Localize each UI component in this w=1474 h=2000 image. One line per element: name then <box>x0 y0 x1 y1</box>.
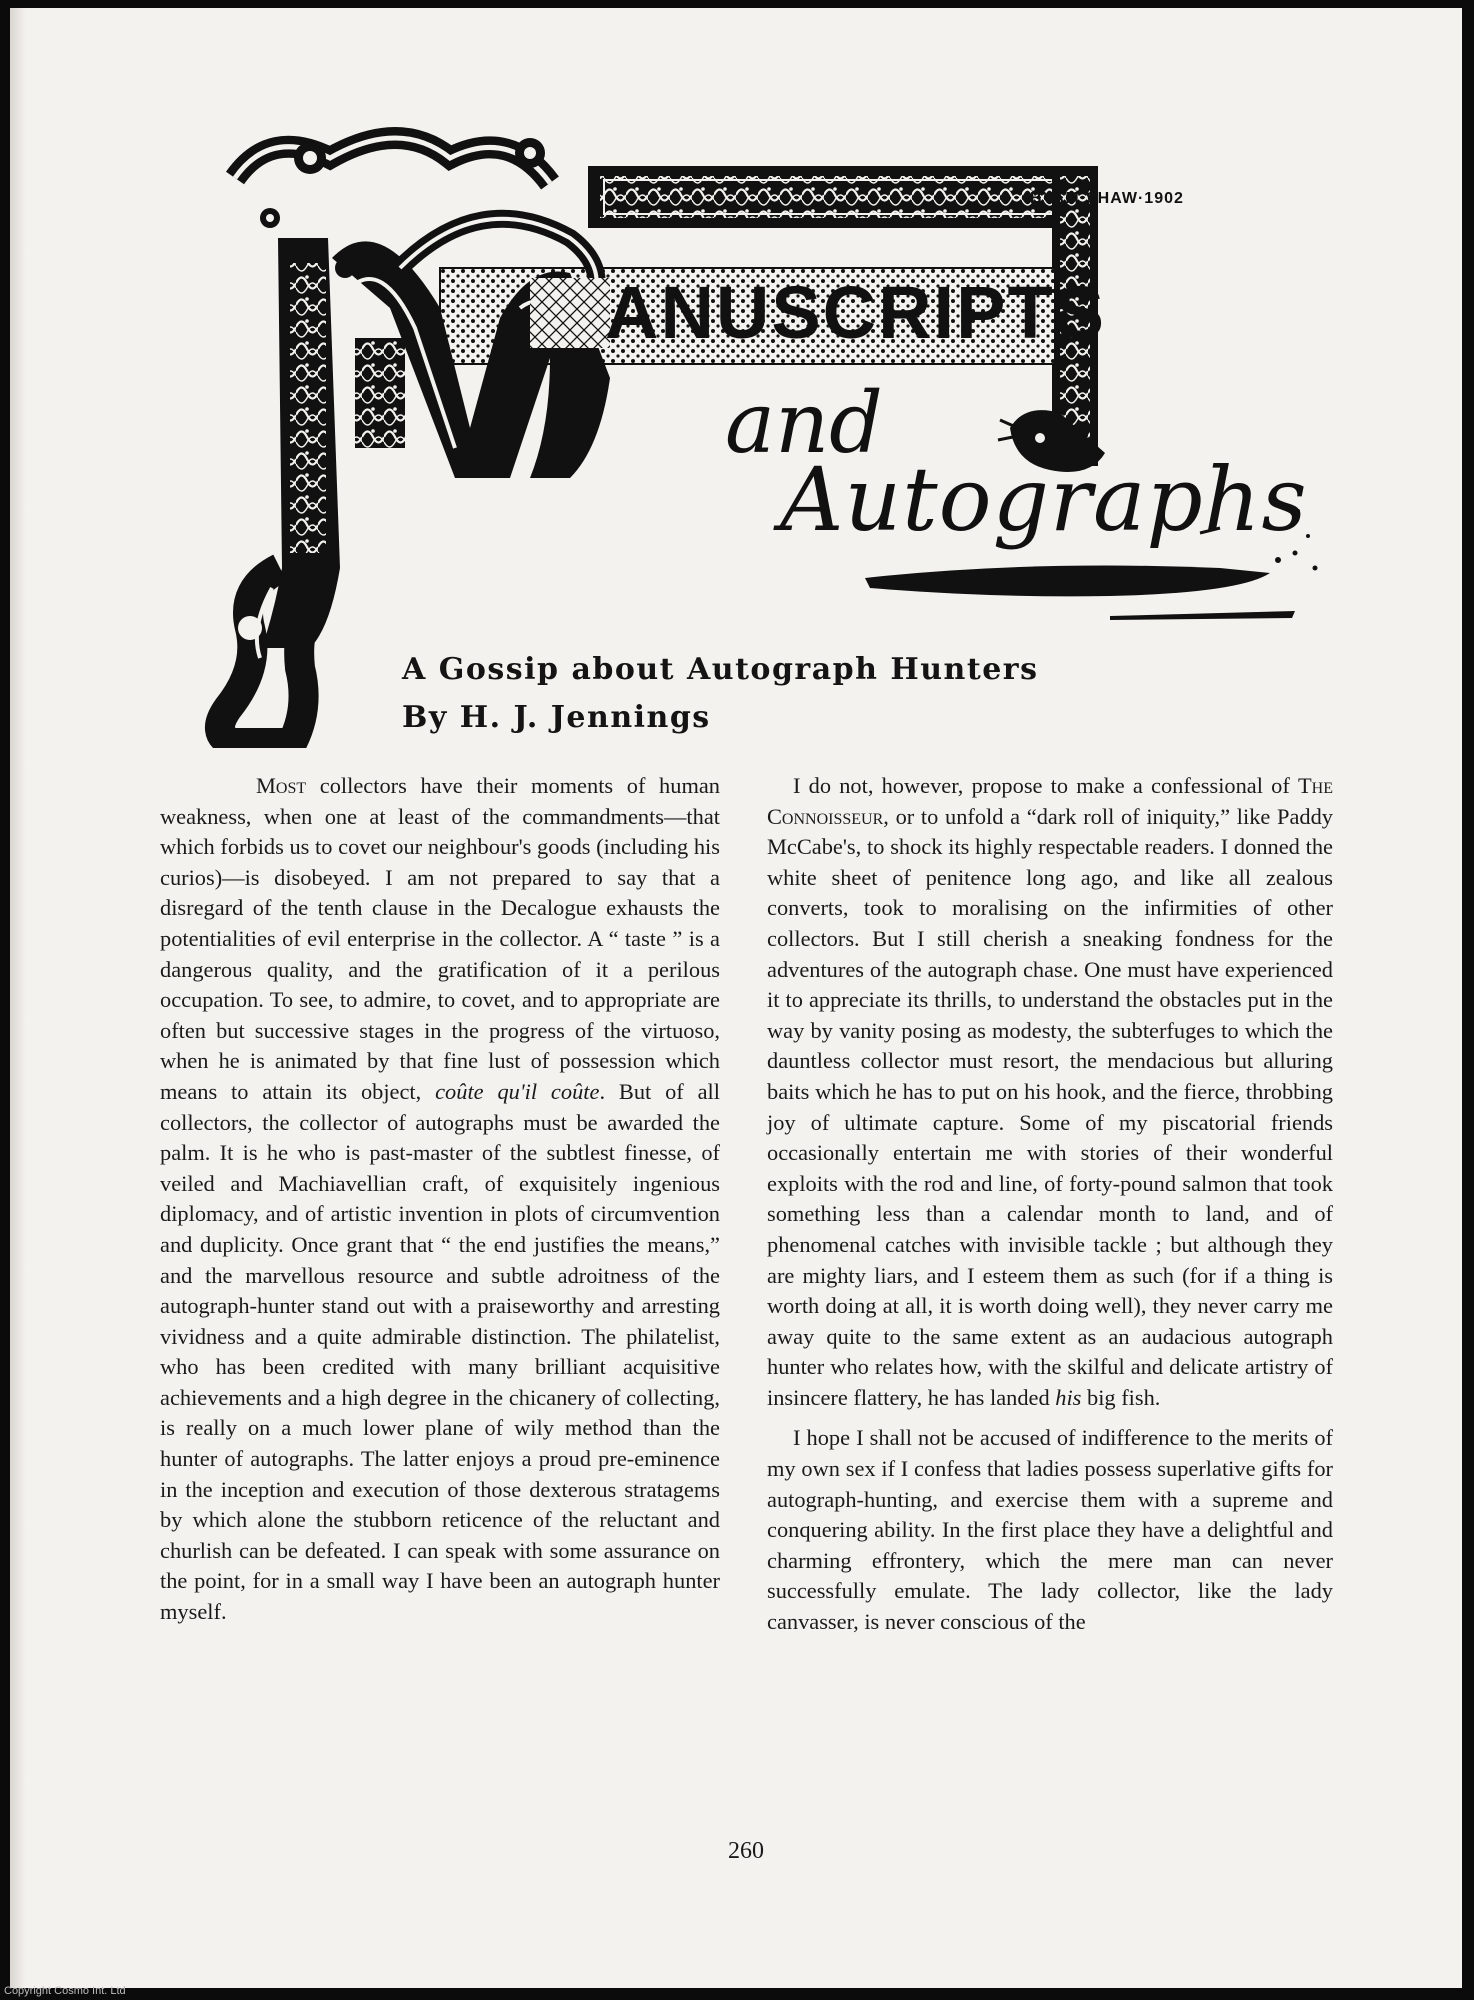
paragraph-text: . But of all collectors, the collector of autographs must be awarded the palm. It is he who is past-master of the subtlest finesse, of veiled and Machiavellian craft, of exquisitely ingenious diplomacy, and of artistic invention in plots of circumvention and duplicity. Once grant that “ the end justifies the means,” and the marvellous resource and subtle adroitness of the autograph-hunter stand out with a praiseworthy and arresting vividness and a quite admirable distinction. The philatelist, who has been credited with many brilliant acquisitive achievements and a high degree in the chicanery of collecting, is really on a much lower plane of wily method than the hunter of autographs. The latter enjoys a proud pre-eminence in the inception and execution of those dexterous stratagems by which alone the stubborn reticence of the reluctant and churlish can be defeated. I can speak with some assurance on the point, for in a small way I have been an autograph hunter myself. <box>160 1078 720 1625</box>
copyright-notice: Copyright Cosmo Int. Ltd <box>4 1985 126 1997</box>
paragraph-text: , or to unfold a “dark roll of iniquity,” like Paddy McCabe's, to shock its highly respectable readers. I donned the white sheet of penitence long ago, and like all zealous converts, took to moralising on the infirmities of other collectors. But I still cherish a sneaking fondness for the adventures of the autograph chase. One must have experienced it to appreciate its thrills, to understand the obstacles put in the way by vanity posing as modesty, the subterfuges to which the dauntless collector must resort, the mendacious but alluring baits which he has to put on his hook, and the fierce, throbbing joy of ultimate capture. Some of my piscatorial friends occasionally entertain me with stories of their wonderful exploits with the rod and line, of forty-pound salmon that took something less than a calendar month to land, and of phenomenal catches with invisible tackle ; but although they are mighty liars, and I esteem them as such (for if a thing is worth doing at all, it is worth doing well), they never carry me away quite to the same extent as an audacious autograph hunter who relates how, with the skilful and delicate artistry of insincere flattery, he has landed <box>767 803 1333 1410</box>
page-number: 260 <box>728 1838 764 1864</box>
emphasis: his <box>1055 1384 1082 1410</box>
page-sheet <box>10 8 1462 1988</box>
magazine-title: The Connoisseur <box>767 773 1333 829</box>
drop-word: Most <box>256 773 307 798</box>
title-autographs: Autographs <box>780 448 1308 551</box>
foreign-phrase: coûte qu'il coûte <box>435 1078 600 1104</box>
title-manuscripts: ANUSCRIPTS <box>605 271 1107 354</box>
paragraph <box>160 771 720 1628</box>
title-and: and <box>725 374 883 472</box>
article-subtitle: A Gossip about Autograph Hunters <box>402 652 1039 687</box>
paragraph-text: big fish. <box>1081 1384 1161 1410</box>
left-column <box>160 771 720 1638</box>
paragraph <box>767 1423 1333 1637</box>
article-byline: By H. J. Jennings <box>402 700 711 735</box>
paragraph-text: I hope I shall not be accused of indifference to the merits of my own sex if I confess that ladies possess superlative gifts for autograph-hunting, and exercise them with a supreme and conquering ability. In the first place they have a delightful and charming effrontery, which the mere man can never successfully emulate. The lady collector, like the lady canvasser, is never conscious of the <box>767 1425 1333 1635</box>
paragraph-text: collectors have their moments of human weakness, when one at least of the commandments—that which forbids us to covet our neighbour's goods (including his curios)—is disobeyed. I am not prepared to say that a disregard of the tenth clause in the Decalogue exhausts the potentialities of evil enterprise in the collector. A “ taste ” is a dangerous quality, and the gratification of it a perilous occupation. To see, to admire, to covet, and to appropriate are often but successive stages in the progress of the virtuoso, when he is animated by that fine lust of possession which means to attain its object, <box>160 773 720 1104</box>
artist-credit: BYAM·SHAW·1902 <box>1030 190 1184 207</box>
paragraph <box>767 771 1333 1413</box>
right-column <box>767 771 1333 1648</box>
paragraph-text: I do not, however, propose to make a confessional of <box>793 773 1298 798</box>
